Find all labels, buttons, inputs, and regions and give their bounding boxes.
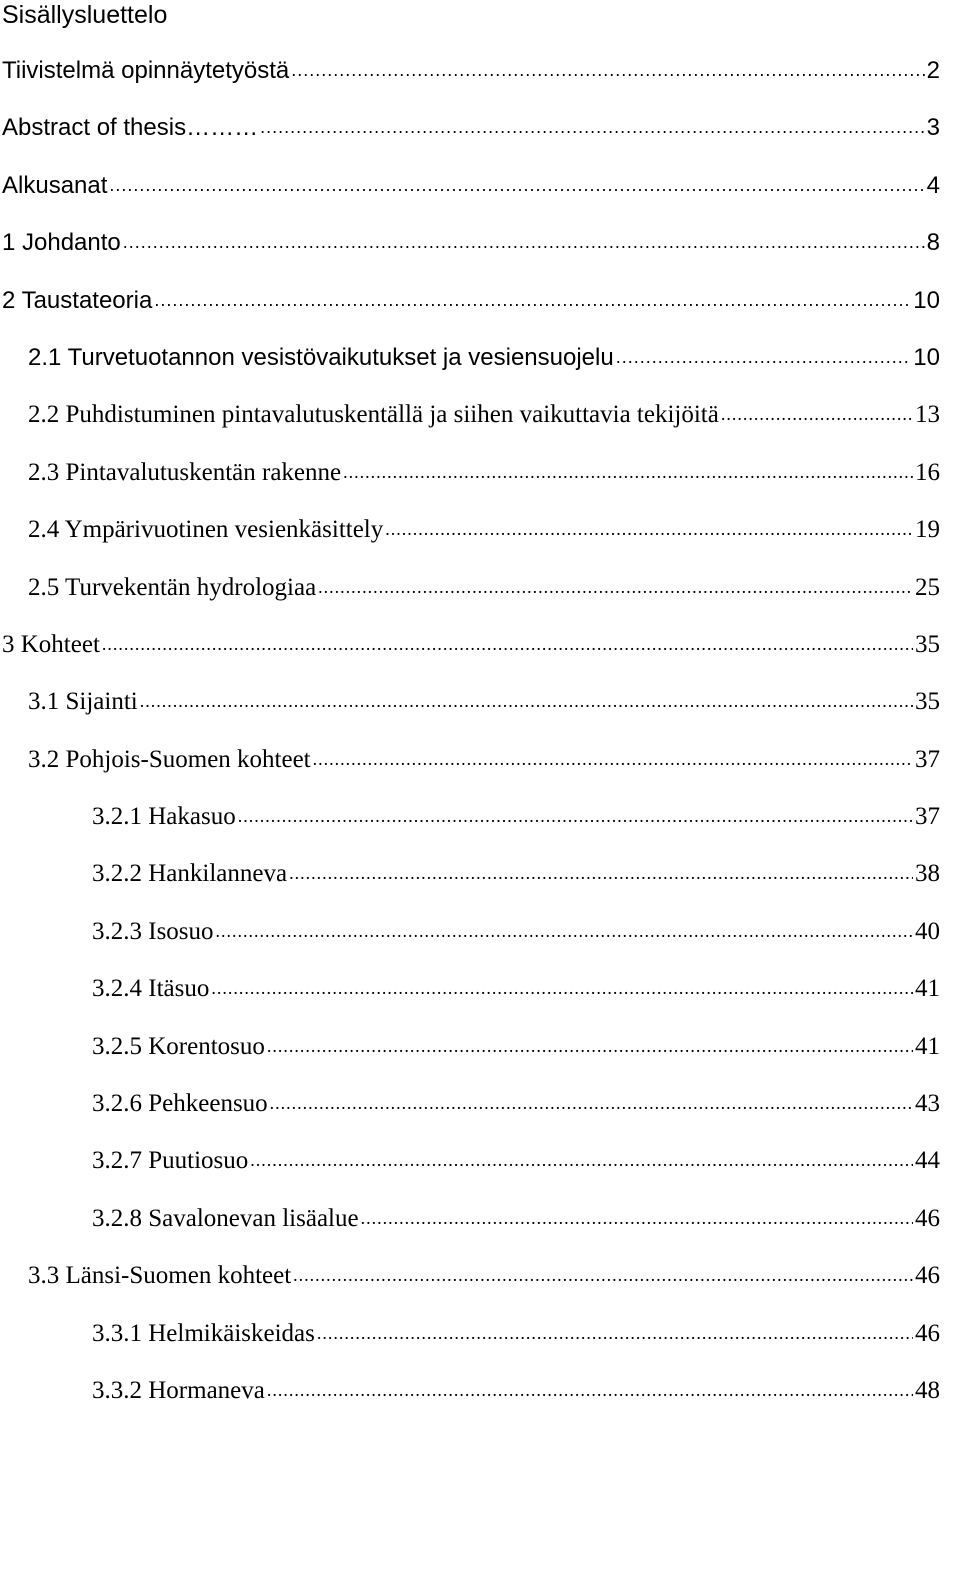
- toc-entry-title: 2.3 Pintavalutuskentän rakenne: [28, 458, 342, 486]
- toc-entry-title: 3.3.1 Helmikäiskeidas: [92, 1319, 315, 1347]
- toc-entry-page: 37: [915, 745, 940, 773]
- dot-leader: [343, 457, 913, 481]
- toc-entry-page: 25: [915, 573, 940, 601]
- toc-entry[interactable]: [0, 1146, 940, 1203]
- dot-leader: [123, 227, 925, 251]
- dot-leader: [102, 629, 913, 653]
- toc-entry[interactable]: [0, 859, 940, 916]
- toc-entry-title: 3.2.2 Hankilanneva: [92, 860, 288, 888]
- dot-leader: [216, 916, 913, 940]
- toc-entry-page: 40: [915, 917, 940, 945]
- dot-leader: [361, 1203, 913, 1227]
- toc-entry[interactable]: [0, 1261, 940, 1318]
- toc-entry-title: 3.3.2 Hormaneva: [92, 1376, 265, 1404]
- toc-entry-title: 3.2.1 Hakasuo: [92, 803, 236, 831]
- toc-entry-page: 43: [915, 1090, 940, 1118]
- dot-leader: [616, 342, 912, 366]
- toc-entry[interactable]: [0, 458, 940, 515]
- toc-entry-title: 1 Johdanto: [2, 229, 121, 257]
- toc-entry-title: 3.2.4 Itäsuo: [92, 975, 210, 1003]
- toc-entry-title: 3.2.8 Savalonevan lisäalue: [92, 1204, 359, 1232]
- toc-entry[interactable]: [0, 974, 940, 1031]
- toc-heading: Sisällysluettelo: [2, 1, 168, 29]
- dot-leader: [291, 55, 924, 79]
- toc-entry-page: 10: [913, 286, 940, 314]
- toc-entry-title: 2.1 Turvetuotannon vesistövaikutukset ja vesiensuojelu: [28, 343, 614, 371]
- toc-entry-page: 4: [926, 171, 940, 199]
- toc-entry-title: 2 Taustateoria: [2, 286, 153, 314]
- toc-entry-title: Alkusanat: [2, 171, 108, 199]
- toc-entry-title: 2.4 Ympärivuotinen vesienkäsittely: [28, 516, 384, 544]
- dot-leader: [260, 112, 925, 136]
- toc-entry[interactable]: [0, 1032, 940, 1089]
- toc-entry[interactable]: [0, 1376, 940, 1433]
- toc-entry[interactable]: [0, 1319, 940, 1376]
- toc-entry-page: 48: [915, 1376, 940, 1404]
- toc-entry-title: 3.2.6 Pehkeensuo: [92, 1090, 268, 1118]
- dot-leader: [267, 1375, 913, 1399]
- toc-entry-page: 37: [915, 803, 940, 831]
- toc-entry-title: 3.3 Länsi-Suomen kohteet: [28, 1262, 292, 1290]
- dot-leader: [318, 572, 913, 596]
- toc-entry[interactable]: [0, 171, 940, 228]
- toc-entry-title: 3.1 Sijainti: [28, 688, 138, 716]
- toc-entry[interactable]: [0, 515, 940, 572]
- dot-leader: [267, 1031, 913, 1055]
- toc-entry[interactable]: [0, 630, 940, 687]
- toc-entry[interactable]: [0, 56, 940, 113]
- dot-leader: [385, 514, 913, 538]
- toc-entry[interactable]: [0, 1204, 940, 1261]
- toc-entry-title: 2.2 Puhdistuminen pintavalutuskentällä ja siihen vaikuttavia tekijöitä: [28, 401, 719, 429]
- table-of-contents: [0, 56, 940, 1433]
- toc-entry[interactable]: [0, 687, 940, 744]
- toc-entry[interactable]: [0, 573, 940, 630]
- dot-leader: [317, 1318, 913, 1342]
- toc-entry-page: 38: [915, 860, 940, 888]
- toc-entry[interactable]: [0, 802, 940, 859]
- toc-entry-page: 35: [915, 688, 940, 716]
- dot-leader: [211, 973, 913, 997]
- toc-entry[interactable]: [0, 113, 940, 170]
- toc-entry-title: Abstract of thesis………: [2, 114, 259, 142]
- toc-entry[interactable]: [0, 343, 940, 400]
- toc-entry[interactable]: [0, 286, 940, 343]
- dot-leader: [154, 285, 911, 309]
- dot-leader: [289, 858, 913, 882]
- toc-entry-page: 44: [915, 1147, 940, 1175]
- toc-entry[interactable]: [0, 1089, 940, 1146]
- dot-leader: [313, 744, 913, 768]
- toc-entry-title: 2.5 Turvekentän hydrologiaa: [28, 573, 317, 601]
- toc-entry-title: 3.2.3 Isosuo: [92, 917, 214, 945]
- toc-entry-page: 2: [926, 57, 940, 84]
- toc-entry-title: Tiivistelmä opinnäytetyöstä: [2, 57, 290, 84]
- toc-entry-page: 3: [926, 114, 940, 142]
- toc-entry-title: 3.2 Pohjois-Suomen kohteet: [28, 745, 311, 773]
- toc-entry-page: 41: [915, 975, 940, 1003]
- toc-entry-page: 46: [915, 1262, 940, 1290]
- toc-entry-title: 3.2.7 Puutiosuo: [92, 1147, 249, 1175]
- dot-leader: [293, 1260, 913, 1284]
- toc-entry-page: 8: [926, 229, 940, 257]
- toc-entry-page: 16: [915, 458, 940, 486]
- toc-entry-title: 3.2.5 Korentosuo: [92, 1032, 265, 1060]
- dot-leader: [109, 170, 924, 194]
- toc-entry-page: 46: [915, 1319, 940, 1347]
- dot-leader: [140, 686, 913, 710]
- toc-entry[interactable]: [0, 917, 940, 974]
- dot-leader: [721, 399, 913, 423]
- toc-entry-title: 3 Kohteet: [2, 630, 100, 658]
- toc-entry[interactable]: [0, 745, 940, 802]
- toc-entry-page: 35: [915, 630, 940, 658]
- dot-leader: [238, 801, 913, 825]
- dot-leader: [250, 1145, 913, 1169]
- toc-entry-page: 46: [915, 1204, 940, 1232]
- dot-leader: [270, 1088, 913, 1112]
- toc-entry-page: 13: [915, 401, 940, 429]
- toc-entry-page: 41: [915, 1032, 940, 1060]
- toc-entry-page: 10: [913, 343, 940, 371]
- toc-entry[interactable]: [0, 400, 940, 457]
- toc-entry[interactable]: [0, 228, 940, 285]
- toc-entry-page: 19: [915, 516, 940, 544]
